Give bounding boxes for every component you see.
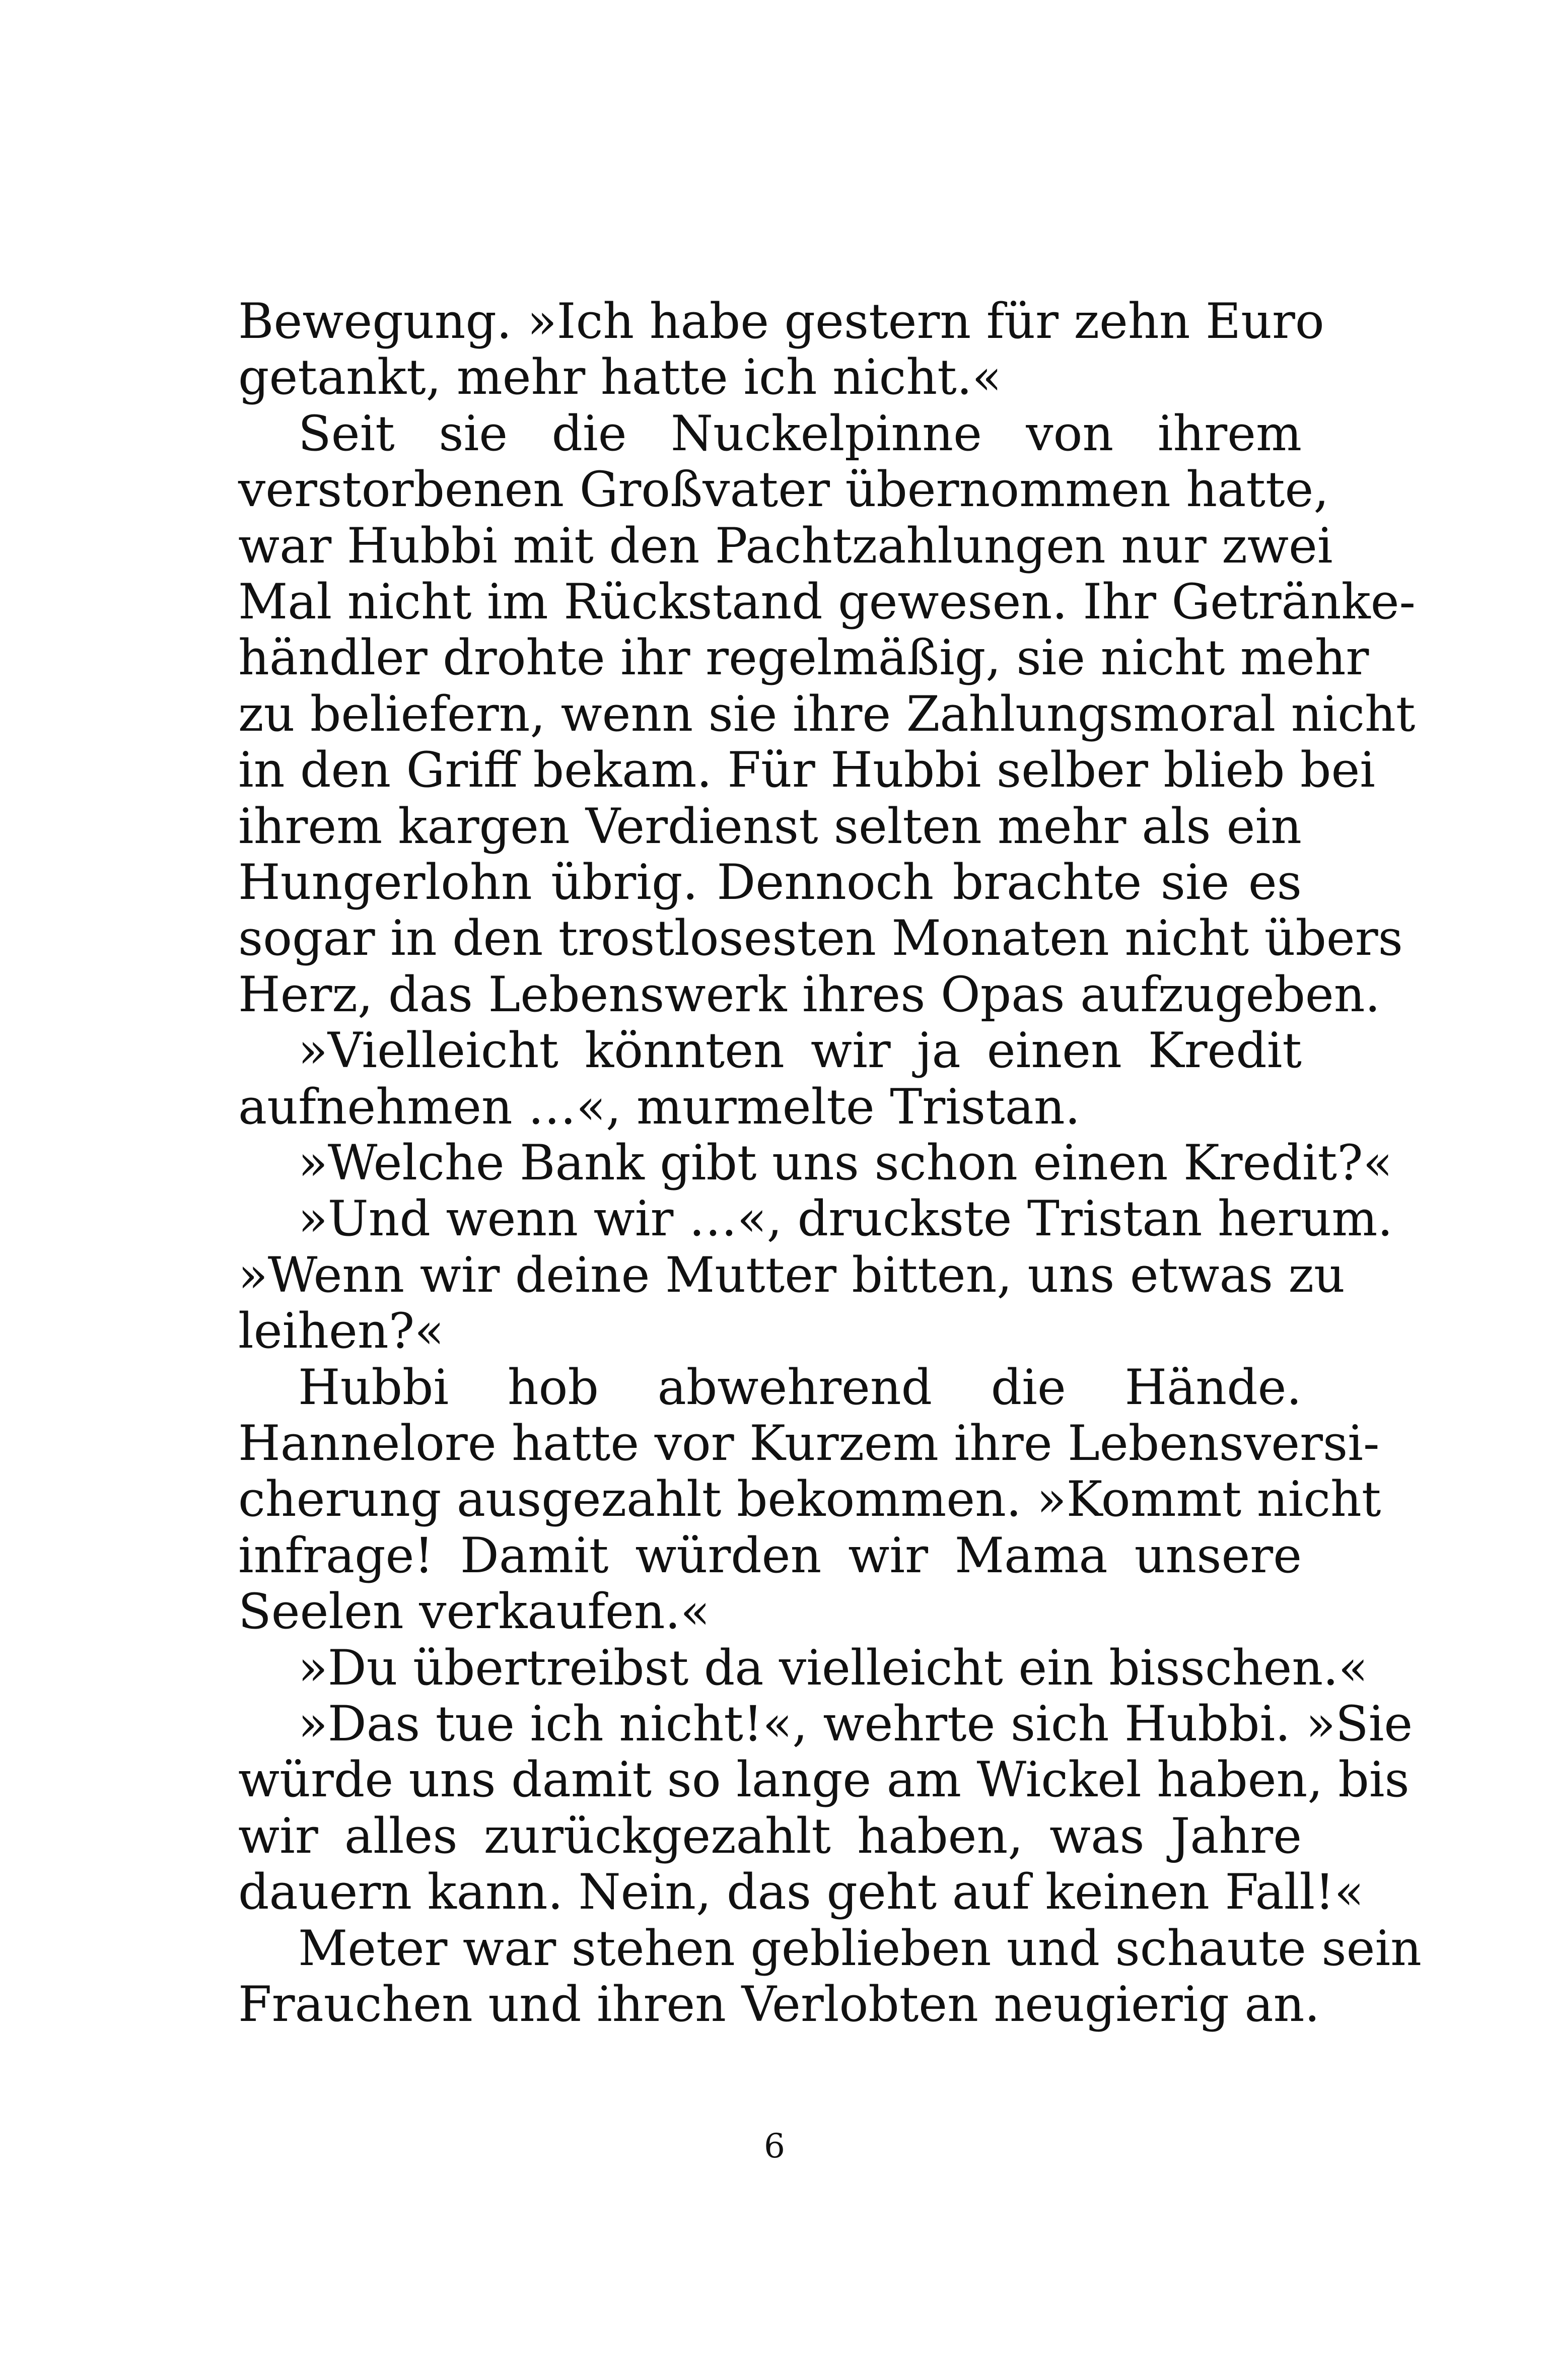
text-line: »Das tue ich nicht!«, wehrte sich Hubbi. »Sie bbox=[298, 1696, 1413, 1752]
text-line: Seelen verkaufen.« bbox=[238, 1583, 710, 1640]
text-line: »Du übertreibst da vielleicht ein bisschen.« bbox=[298, 1640, 1368, 1696]
text-line: infrage! Damit würden wir Mama unsere bbox=[238, 1527, 1302, 1584]
text-line: getankt, mehr hatte ich nicht.« bbox=[238, 349, 1002, 405]
text-line: Hannelore hatte vor Kurzem ihre Lebensversi- bbox=[238, 1415, 1380, 1472]
text-line: Seit sie die Nuckelpinne von ihrem bbox=[298, 405, 1302, 462]
text-line: ihrem kargen Verdienst selten mehr als ein bbox=[238, 798, 1302, 855]
text-line: »Und wenn wir …«, druckste Tristan herum. bbox=[298, 1191, 1393, 1247]
text-line: Hungerlohn übrig. Dennoch brachte sie es bbox=[238, 854, 1302, 911]
text-line: Mal nicht im Rückstand gewesen. Ihr Getränke- bbox=[238, 574, 1416, 630]
page-number: 6 bbox=[764, 2127, 785, 2165]
text-line: »Vielleicht könnten wir ja einen Kredit bbox=[298, 1022, 1302, 1079]
text-line: sogar in den trostlosesten Monaten nicht übers bbox=[238, 910, 1403, 966]
text-line: wir alles zurückgezahlt haben, was Jahre bbox=[238, 1808, 1302, 1864]
text-line: leihen?« bbox=[238, 1303, 444, 1359]
text-line: Herz, das Lebenswerk ihres Opas aufzugeben. bbox=[238, 966, 1381, 1023]
text-line: in den Griff bekam. Für Hubbi selber blieb bei bbox=[238, 742, 1375, 798]
text-line: verstorbenen Großvater übernommen hatte, bbox=[238, 461, 1329, 518]
text-line: »Wenn wir deine Mutter bitten, uns etwas zu bbox=[238, 1247, 1345, 1303]
text-line: cherung ausgezahlt bekommen. »Kommt nicht bbox=[238, 1471, 1381, 1527]
text-line: Bewegung. »Ich habe gestern für zehn Euro bbox=[238, 293, 1324, 349]
text-line: Meter war stehen geblieben und schaute sein bbox=[298, 1920, 1422, 1977]
text-line: aufnehmen …«, murmelte Tristan. bbox=[238, 1079, 1081, 1135]
text-line: händler drohte ihr regelmäßig, sie nicht mehr bbox=[238, 629, 1369, 686]
text-line: war Hubbi mit den Pachtzahlungen nur zwei bbox=[238, 518, 1333, 574]
text-line: würde uns damit so lange am Wickel haben, bis bbox=[238, 1752, 1410, 1808]
text-line: zu beliefern, wenn sie ihre Zahlungsmoral nicht bbox=[238, 686, 1416, 742]
text-line: »Welche Bank gibt uns schon einen Kredit?« bbox=[298, 1135, 1393, 1191]
text-line: Hubbi hob abwehrend die Hände. bbox=[298, 1359, 1302, 1416]
text-line: Frauchen und ihren Verlobten neugierig an. bbox=[238, 1976, 1320, 2033]
text-line: dauern kann. Nein, das geht auf keinen Fall!« bbox=[238, 1864, 1364, 1920]
